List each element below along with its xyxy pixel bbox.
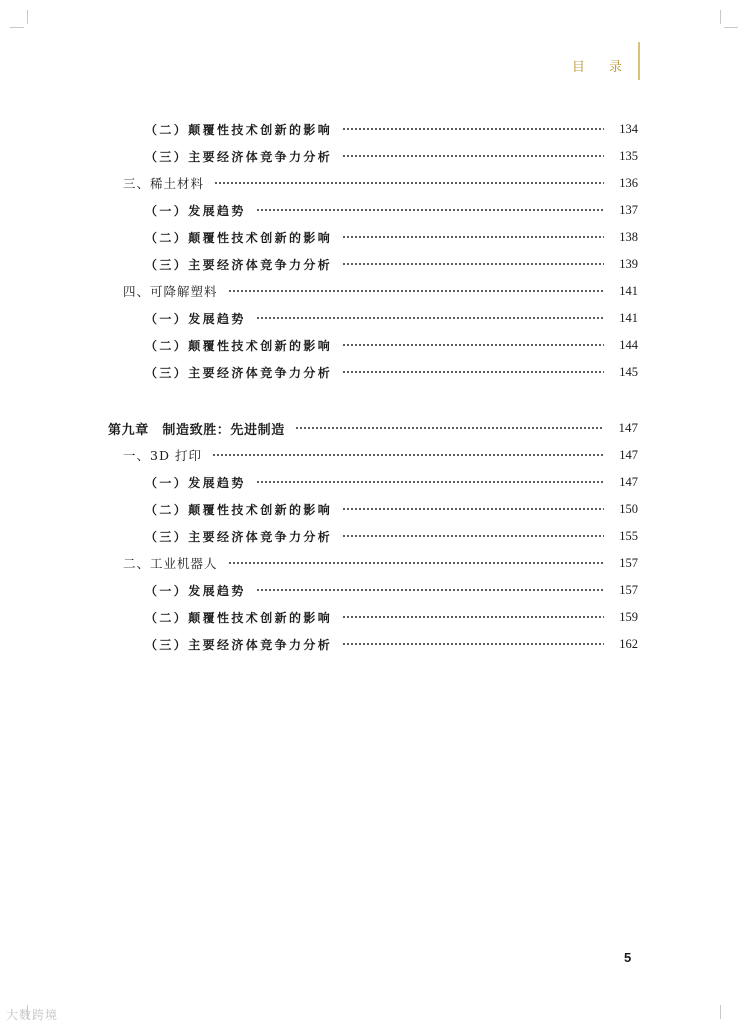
toc-entry-page: 147 xyxy=(619,447,638,462)
toc-entry-page: 139 xyxy=(619,256,638,271)
toc-entry-title: 第九章 制造致胜：先进制造 xyxy=(108,422,285,438)
dot-leader xyxy=(342,504,604,514)
toc-entry-title: （二）颠覆性技术创新的影响 xyxy=(145,610,333,625)
toc-entry-page: 159 xyxy=(619,609,638,624)
dot-leader xyxy=(228,286,604,296)
toc-entry[interactable] xyxy=(123,172,638,194)
dot-leader xyxy=(342,232,604,242)
toc-entry-title: （二）颠覆性技术创新的影响 xyxy=(145,338,333,353)
toc-entry-page: 157 xyxy=(619,582,638,597)
dot-leader xyxy=(295,423,604,433)
toc-entry-title: 一、3D 打印 xyxy=(123,448,202,463)
page-number: 5 xyxy=(624,950,632,965)
toc-entry-title: （一）发展趋势 xyxy=(145,203,246,218)
toc-entry-page: 147 xyxy=(618,420,638,435)
dot-leader xyxy=(214,178,604,188)
toc-entry-title: （三）主要经济体竞争力分析 xyxy=(145,529,333,544)
dot-leader xyxy=(342,124,604,134)
toc-entry-title: （二）颠覆性技术创新的影响 xyxy=(145,122,333,137)
crop-mark xyxy=(720,10,721,24)
dot-leader xyxy=(342,612,604,622)
toc-entry-title: （三）主要经济体竞争力分析 xyxy=(145,257,333,272)
toc-entry-page: 134 xyxy=(619,121,638,136)
toc-entry[interactable] xyxy=(145,633,638,655)
toc-entry[interactable] xyxy=(145,361,638,383)
toc-entry-title: 四、可降解塑料 xyxy=(123,284,218,299)
toc-entry-page: 150 xyxy=(619,501,638,516)
toc-entry[interactable] xyxy=(145,606,638,628)
toc-entry-page: 155 xyxy=(619,528,638,543)
toc-entry[interactable] xyxy=(145,307,638,329)
dot-leader xyxy=(256,205,604,215)
toc-entry[interactable] xyxy=(145,525,638,547)
toc-entry[interactable] xyxy=(145,118,638,140)
toc-entry-page: 157 xyxy=(619,555,638,570)
toc-entry[interactable] xyxy=(145,498,638,520)
toc-entry-page: 141 xyxy=(619,310,638,325)
dot-leader xyxy=(342,151,604,161)
crop-mark xyxy=(10,27,24,28)
toc-entry[interactable] xyxy=(145,253,638,275)
dot-leader xyxy=(228,558,604,568)
toc-entry[interactable] xyxy=(123,552,638,574)
dot-leader xyxy=(342,367,604,377)
toc-entry-page: 162 xyxy=(619,636,638,651)
toc-entry-title: （三）主要经济体竞争力分析 xyxy=(145,365,333,380)
toc-entry[interactable] xyxy=(123,280,638,302)
toc-entry-page: 144 xyxy=(619,337,638,352)
crop-mark xyxy=(27,10,28,24)
toc-entry-page: 145 xyxy=(619,364,638,379)
toc-entry-title: （一）发展趋势 xyxy=(145,311,246,326)
toc-entry-page: 137 xyxy=(619,202,638,217)
watermark: 大数跨境 xyxy=(6,1008,59,1022)
header-rule xyxy=(638,42,640,80)
toc-entry-title: 二、工业机器人 xyxy=(123,556,218,571)
dot-leader xyxy=(212,450,604,460)
dot-leader xyxy=(256,313,604,323)
toc-entry[interactable] xyxy=(108,417,638,439)
toc-entry-page: 138 xyxy=(619,229,638,244)
toc-entry[interactable] xyxy=(145,199,638,221)
dot-leader xyxy=(342,639,604,649)
toc-entry[interactable] xyxy=(145,145,638,167)
running-header: 目 录 xyxy=(571,60,632,75)
toc-entry-page: 135 xyxy=(619,148,638,163)
crop-mark xyxy=(720,1005,721,1019)
toc-entry-page: 141 xyxy=(619,283,638,298)
crop-mark xyxy=(724,27,738,28)
dot-leader xyxy=(342,340,604,350)
toc-entry-page: 147 xyxy=(619,474,638,489)
dot-leader xyxy=(342,531,604,541)
toc-entry-title: （二）颠覆性技术创新的影响 xyxy=(145,502,333,517)
toc-entry-title: 三、稀土材料 xyxy=(123,176,205,191)
dot-leader xyxy=(342,259,604,269)
dot-leader xyxy=(256,477,604,487)
toc-entry-title: （三）主要经济体竞争力分析 xyxy=(145,149,333,164)
toc-entry-title: （二）颠覆性技术创新的影响 xyxy=(145,230,333,245)
toc-entry-title: （三）主要经济体竞争力分析 xyxy=(145,637,333,652)
toc-entry[interactable] xyxy=(145,334,638,356)
dot-leader xyxy=(256,585,604,595)
toc-entry-title: （一）发展趋势 xyxy=(145,475,246,490)
toc-entry[interactable] xyxy=(123,444,638,466)
toc-entry[interactable] xyxy=(145,579,638,601)
toc-entry-title: （一）发展趋势 xyxy=(145,583,246,598)
toc-entry[interactable] xyxy=(145,471,638,493)
toc-entry[interactable] xyxy=(145,226,638,248)
toc-entry-page: 136 xyxy=(619,175,638,190)
